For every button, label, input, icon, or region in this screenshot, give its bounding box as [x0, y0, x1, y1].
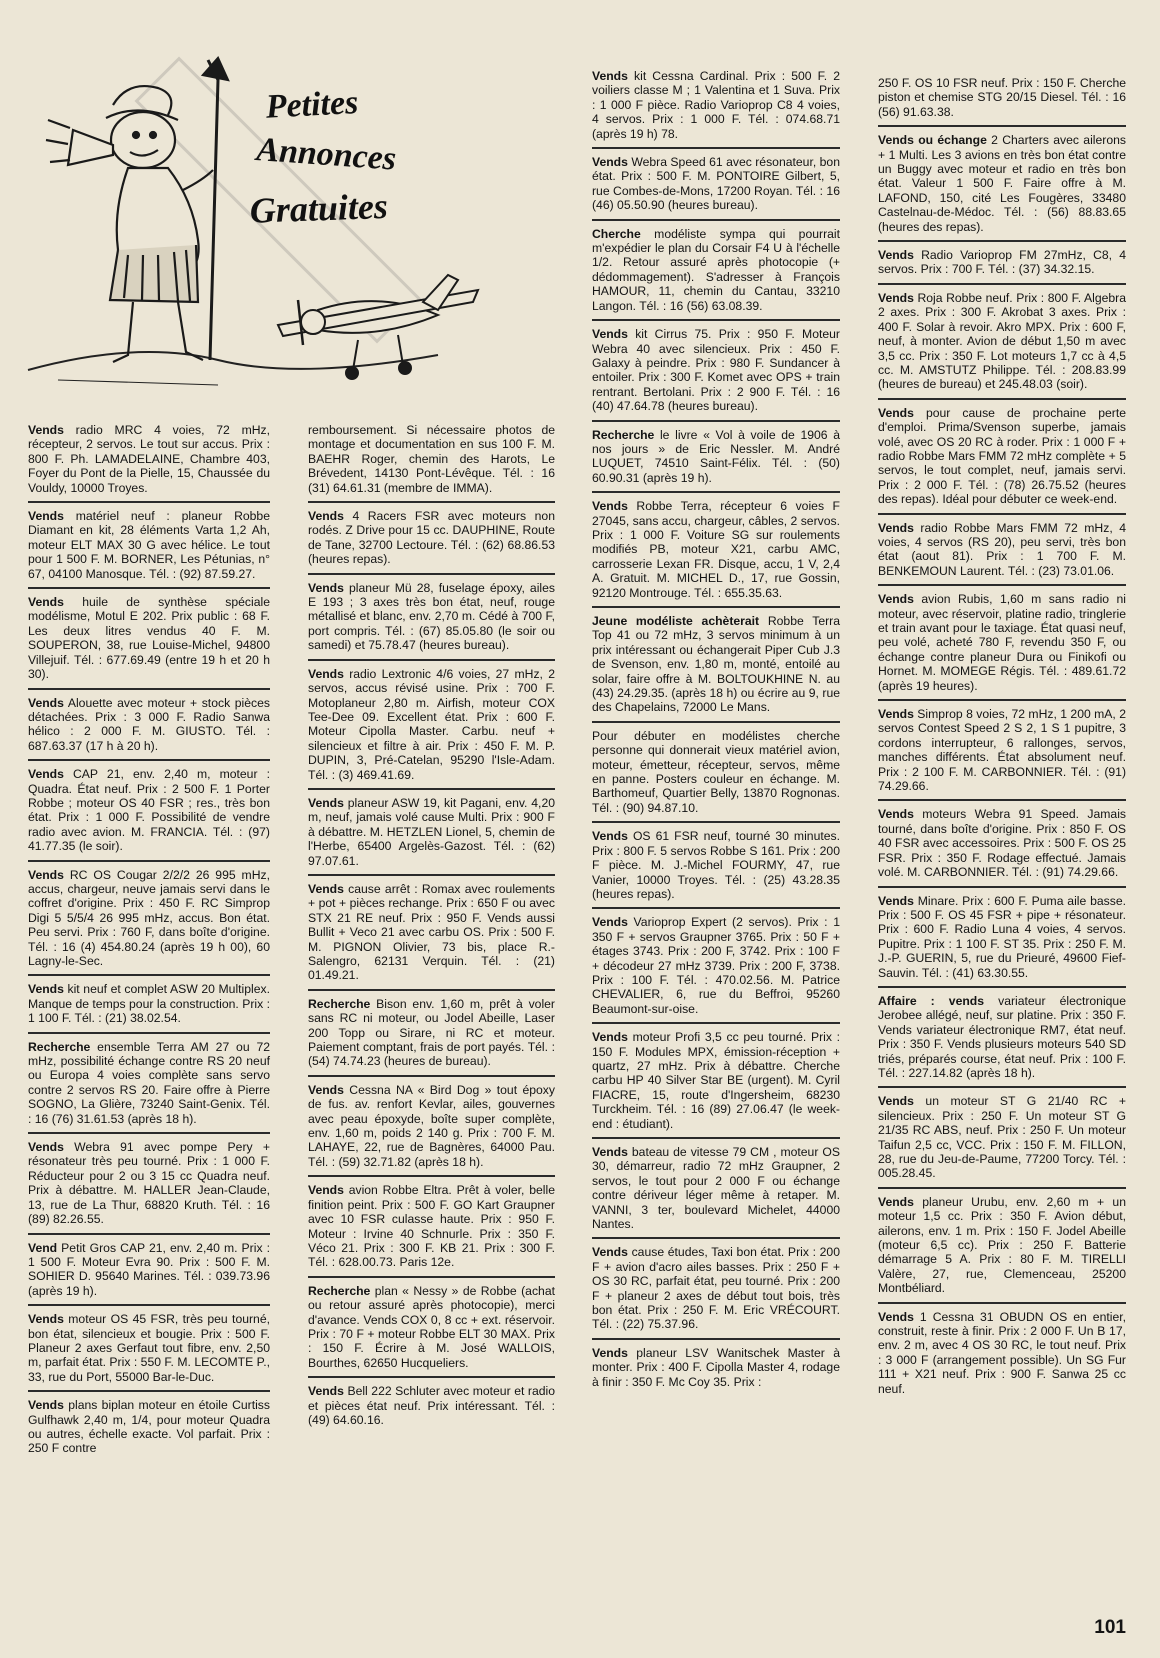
ad-entry: Vends matériel neuf : planeur Robbe Diamant en kit, 28 éléments Varta 1,2 Ah, moteur ELT MAX 30 G avec hélice. Le tout pour 1 500 F. M. BORNER, Les Pétunias, n° 67, 04100 Manosque. Tél. : (92) 87.59.27.	[28, 501, 270, 587]
ad-entry: 250 F. OS 10 FSR neuf. Prix : 150 F. Cherche piston et chemise STG 20/15 Diesel. Tél. : 16 (56) 91.63.38.	[878, 76, 1126, 119]
ad-entry: Vends OS 61 FSR neuf, tourné 30 minutes. Prix : 800 F. 5 servos Robbe S 161. Prix : 200 F pièce. M. J.-Michel FOURMY, 47, rue Vanier, 10000 Troyes. Tél. : (25) 43.28.35 (heures repas).	[592, 821, 840, 907]
ad-entry: Vends Varioprop Expert (2 servos). Prix : 1 350 F + servos Graupner 3765. Prix : 50 F + étages 3743. Prix : 200 F, 3742. Prix : 100 F + décodeur 27 mHz 3739. Prix : 200 F, 3738. Prix : 100 F. Tél. : 470.02.56. M. Patrice CHEVALIER, 6, rue du Beffroi, 95260 Beaumont-sur-oise.	[592, 907, 840, 1022]
ad-entry: Vends pour cause de prochaine perte d'emploi. Prima/Svenson superbe, jamais volé, avec OS 20 RC à roder. Prix : 1 000 F + radio Robbe Mars FMM 72 mHz complète + 5 servos, le tout complet, neuf, jamais servi. Prix : 2 000 F. Tél. : (78) 26.75.52 (heures des repas). Idéal pour débuter ce week-end.	[878, 398, 1126, 513]
ad-entry: Recherche ensemble Terra AM 27 ou 72 mHz, possibilité échange contre RS 20 neuf ou Europa 4 voies complète sans servo contre 2 servos RS 20. Faire offre à Pierre SOGNO, La Glière, 73240 Saint-Genix. Tél. : 16 (76) 31.61.53 (après 18 h).	[28, 1032, 270, 1132]
column-3	[592, 69, 840, 1395]
ad-entry: Vends Radio Varioprop FM 27mHz, C8, 4 servos. Prix : 700 F. Tél. : (37) 34.32.15.	[878, 240, 1126, 283]
ad-entry: Vends Robbe Terra, récepteur 6 voies F 27045, sans accu, chargeur, câbles, 2 servos. Prix : 1 000 F. Voiture SG sur roulements modifiés PB, moteur X21, carbu AMC, carrosserie Lexan FR. Disque, accu, 1 V, 2,4 A. Gratuit. M. MICHEL D., 17, rue Gossin, 92120 Montrouge. Tél. : 655.35.63.	[592, 491, 840, 606]
ad-entry: Vends Alouette avec moteur + stock pièces détachées. Prix : 3 000 F. Radio Sanwa hélico : 2 000 F. M. GIUSTO. Tél. : 687.63.37 (17 h à 20 h).	[28, 688, 270, 760]
ad-entry: Vends Cessna NA « Bird Dog » tout époxy de fus. av. renfort Kevlar, ailes, gouvernes avec peau époxyde, boîte super complète, env. 1,60 m, poids 2 140 g. Prix : 700 F. M. LAHAYE, 22, rue de Bagnères, 64000 Pau. Tél. : (59) 32.71.82 (après 18 h).	[308, 1075, 555, 1175]
ad-entry: Vends planeur ASW 19, kit Pagani, env. 4,20 m, neuf, jamais volé cause Multi. Prix : 900 F à débattre. M. HETZLEN Lionel, 5, chemin de l'Herbe, 65400 Argelès-Gazost. Tél. : (62) 97.07.61.	[308, 788, 555, 874]
ad-entry: Vends moteur OS 45 FSR, très peu tourné, bon état, silencieux et bougie. Prix : 500 F. Planeur 2 axes Gerfaut tout fibre, env. 2,50 m, parfait état. Prix : 550 F. M. LECOMTE P., 33, rue du Port, 55000 Bar-le-Duc.	[28, 1304, 270, 1390]
ad-entry: Vends radio MRC 4 voies, 72 mHz, récepteur, 2 servos. Le tout sur accus. Prix : 800 F. Ph. LAMADELAINE, Chambre 403, Foyer du Pont de la Pielle, 15, Chaussée du Vouldy, 10000 Troyes.	[28, 423, 270, 495]
column-4	[878, 76, 1126, 1402]
ad-entry: Vends planeur Mü 28, fuselage époxy, ailes E 193 ; 3 axes très bon état, neuf, rouge métallisé et blanc, env. 2,70 m. Cédé à 700 F, port compris. Tél. : (67) 85.05.80 (le soir ou samedi) et 75.78.47 (heures bureau).	[308, 573, 555, 659]
ad-entry: Affaire : vends variateur électronique Jerobee allégé, neuf, sur platine. Prix : 350 F. Vends variateur électronique RM7, état neuf. Prix : 350 F. Vends plusieurs moteurs 540 SD triés, préparés course, état neuf. Prix : 100 F. Tél. : 227.14.82 (après 18 h).	[878, 986, 1126, 1086]
ad-entry: Vends CAP 21, env. 2,40 m, moteur : Quadra. État neuf. Prix : 2 500 F. 1 Porter Robbe ; moteur OS 40 FSR ; res., très bon état. Prix : 1 000 F. Possibilité de vendre radio avec avion. M. FRANCIA. Tél. : (97) 41.77.35 (le soir).	[28, 759, 270, 859]
ad-entry: Vends 4 Racers FSR avec moteurs non rodés. Z Drive pour 15 cc. DAUPHINE, Route de Tane, 32700 Lectoure. Tél. : (62) 68.86.53 (heures repas).	[308, 501, 555, 573]
ad-entry: Cherche modéliste sympa qui pourrait m'expédier le plan du Corsair F4 U à l'échelle 1/2. Retour assuré après photocopie (+ dédommagement). S'adresser à François HAMOUR, 11, chemin du Cantau, 33210 Langon. Tél. : 16 (56) 63.08.39.	[592, 219, 840, 319]
ad-entry: Vends avion Robbe Eltra. Prêt à voler, belle finition peint. Prix : 500 F. GO Kart Graupner avec 10 FSR culasse haute. Prix : 950 F. Moteur : Irvine 40 Schnurle. Prix : 350 F. Véco 21. Prix : 300 F. KB 21. Prix : 300 F. Tél. : 628.00.73. Paris 12e.	[308, 1175, 555, 1275]
header-illustration	[18, 40, 488, 420]
title-line-2: Annonces	[255, 131, 398, 178]
ad-entry: Vends cause arrêt : Romax avec roulements + pot + pièces rechange. Prix : 650 F ou avec STX 21 RE neuf. Prix : 950 F. Vends aussi Bullit + Veco 21 avec carbu OS. Prix : 500 F. M. PIGNON Olivier, 73 bis, place R.-Salengro, 62131 Verquin. Tél. : (21) 01.49.21.	[308, 874, 555, 989]
ad-entry: Vends Roja Robbe neuf. Prix : 800 F. Algebra 2 axes. Prix : 300 F. Akrobat 3 axes. Prix : 400 F. Solar à revoir. Akro MPX. Prix : 600 F, neuf, à monter. Avion de début 1,50 m avec 3,5 cc. Prix : 350 F. Lot moteurs 1,7 cc à 4,5 cc. M. AMSTUTZ Philippe. Tél. : 208.83.99 (heures de bureau) et 245.48.03 (soir).	[878, 283, 1126, 398]
ad-entry: Recherche plan « Nessy » de Robbe (achat ou retour assuré après photocopie), merci d'avance. Vends COX 0, 8 cc + ext. réservoir. Prix : 70 F + moteur Robbe ELT 30 MAX. Prix : 150 F. Écrire à M. José WALLOIS, Bourthes, 62650 Hucqueliers.	[308, 1276, 555, 1376]
ad-entry: Vends plans biplan moteur en étoile Curtiss Gulfhawk 2,40 m, 1/4, pour moteur Quadra ou autres, échelle exacte. Vol parfait. Prix : 250 F contre	[28, 1390, 270, 1462]
ad-entry: Vend Petit Gros CAP 21, env. 2,40 m. Prix : 1 500 F. Moteur Evra 90. Prix : 500 F. M. SOHIER D. 95640 Marines. Tél. : 039.73.96 (après 19 h).	[28, 1233, 270, 1305]
title-line-1: Petites	[264, 83, 360, 126]
ad-entry: Recherche le livre « Vol à voile de 1906 à nos jours » de Eric Nessler. M. André LUQUET, 74510 Saint-Félix. Tél. : (50) 60.90.31 (après 19 h).	[592, 420, 840, 492]
ad-entry: Vends moteur Profi 3,5 cc peu tourné. Prix : 150 F. Modules MPX, émission-réception + quartz, 27 mHz. Prix à débattre. Cherche carbu HP 40 Silver Star BE (urgent). M. Cyril FIACRE, 15, route d'Ingersheim, 68230 Turckheim. Tél. : 16 (89) 27.06.47 (le week-end : étudiant).	[592, 1022, 840, 1137]
ad-entry: Pour débuter en modélistes cherche personne qui donnerait vieux matériel avion, moteur, émetteur, récepteur, servos, même en panne. Posters couleur en échange. M. Barthomeuf, Quartier Belly, 13870 Rognonas. Tél. : (90) 94.87.10.	[592, 721, 840, 821]
ad-entry: Vends Simprop 8 voies, 72 mHz, 1 200 mA, 2 servos Contest Speed 2 S 2, 1 S 1 pupitre, 3 cordons interrupteur, 6 rallonges, servos, manches différents. État absolument neuf. Prix : 2 100 F. M. CARBONNIER. Tél. : (91) 74.29.66.	[878, 699, 1126, 799]
ad-entry: Vends Bell 222 Schluter avec moteur et radio et pièces état neuf. Prix intéressant. Tél. : (49) 64.60.16.	[308, 1376, 555, 1433]
ad-entry: Jeune modéliste achèterait Robbe Terra Top 41 ou 72 mHz, 3 servos minimum à un prix intéressant ou échangerait Piper Cub J.3 de Svenson, env. 1,80 m, monté, entoilé au solar, faire offre à M. BOLTOUKHINE N. au (43) 24.29.35. (après 18 h) ou écrire au 9, rue des Chapelains, 72000 Le Mans.	[592, 606, 840, 721]
ad-entry: Vends 1 Cessna 31 OBUDN OS en entier, construit, reste à finir. Prix : 2 000 F. Un B 17, env. 2 m, avec 4 OS 30 RC, le tout neuf. Prix : 3 000 F (arrangement possible). Un SG Fur 111 + X21 neuf. Prix : 900 F. Sanwa 25 cc neuf.	[878, 1302, 1126, 1402]
column-2	[308, 423, 555, 1433]
ad-entry: Vends moteurs Webra 91 Speed. Jamais tourné, dans boîte d'origine. Prix : 850 F. OS 40 FSR avec accessoires. Prix : 500 F. OS 25 FSR. Prix : 350 F. Rodage effectué. Jamais volé. M. CARBONNIER. Tél. : (91) 74.29.66.	[878, 799, 1126, 885]
ad-entry: Vends planeur LSV Wanitschek Master à monter. Prix : 400 F. Cipolla Master 4, rodage à finir : 350 F. Mc Coy 35. Prix :	[592, 1338, 840, 1395]
ad-entry: Vends huile de synthèse spéciale modélisme, Motul E 202. Prix public : 68 F. Les deux litres vendus 40 F. M. SOUPERON, 38, rue Louise-Michel, 94800 Villejuif. Tél. : 677.69.49 (entre 19 h et 20 h 30).	[28, 587, 270, 687]
page-number: 101	[1094, 1617, 1126, 1638]
ad-entry: Vends radio Lextronic 4/6 voies, 27 mHz, 2 servos, accus révisé usine. Prix : 700 F. Motoplaneur 2,80 m. Airfish, moteur COX Tee-Dee 09. Excellent état. Prix : 600 F. Moteur Cipolla Master. Carbu. neuf + silencieux et filtre à air. Prix : 450 F. M. P. DUPIN, 3, Pré-Catelan, 95290 l'Isle-Adam. Tél. : (3) 469.41.69.	[308, 659, 555, 788]
ad-entry: Vends kit Cirrus 75. Prix : 950 F. Moteur Webra 40 avec silencieux. Prix : 450 F. Galaxy à peindre. Prix : 980 F. Sundancer à entoiler. Prix : 300 F. Komet avec OPS + train rentrant. Bertolani. Prix : 2 900 F. Tél. : 16 (40) 47.64.78 (heures bureau).	[592, 319, 840, 419]
ad-entry: Vends planeur Urubu, env. 2,60 m + un moteur 1,5 cc. Prix : 350 F. Avion début, ailerons, env. 1 m. Prix : 150 F. Jodel Abeille (moteur 6,5 cc). Prix : 250 F. Batterie démarrage 5 A. Prix : 80 F. M. TIRELLI Valère, 27, rue, Clemenceau, 25200 Montbéliard.	[878, 1187, 1126, 1302]
ad-entry: Recherche Bison env. 1,60 m, prêt à voler sans RC ni moteur, ou Jodel Abeille, Laser 200 Topp ou Sirare, ni RC et moteur. Paiement comptant, frais de port payés. Tél. : (54) 74.74.23 (heures de bureau).	[308, 989, 555, 1075]
ad-entry: Vends avion Rubis, 1,60 m sans radio ni moteur, avec réservoir, platine radio, tringlerie et train avant pour le taxiage. État quasi neuf, peu volé, acheté 780 F, revendu 350 F, ou échange contre planeur Dura ou Finikofi ou Hornet. M. MOMEGE Régis. Tél. : 489.61.72 (après 19 heures).	[878, 584, 1126, 699]
ad-entry: remboursement. Si nécessaire photos de montage et documentation en sus 100 F. M. BAEHR Roger, chemin des Harots, Le Brévedent, 14130 Pont-Lévêque. Tél. : 16 (31) 64.61.31 (membre de IMMA).	[308, 423, 555, 495]
title-line-3: Gratuites	[249, 185, 389, 231]
ad-entry: Vends cause études, Taxi bon état. Prix : 200 F + avion d'acro ailes basses. Prix : 250 F + OS 30 RC, parfait état, peu tourné. Prix : 200 F + planeur 2 axes de début tout bois, très bon état. Prix : 250 F. M. Eric VRÉCOURT. Tél. : (22) 75.37.96.	[592, 1237, 840, 1337]
ad-entry: Vends bateau de vitesse 79 CM , moteur OS 30, démarreur, radio 72 mHz Graupner, 2 servos, le tout pour 2 000 F ou échange contre dériveur léger même à retaper. M. VANNI, 3 ter, boulevard Michelet, 44000 Nantes.	[592, 1137, 840, 1237]
ad-entry: Vends un moteur ST G 21/40 RC + silencieux. Prix : 250 F. Un moteur ST G 21/35 RC ABS, neuf. Prix : 250 F. Un moteur Taifun 2,5 cc, VCC. Prix : 150 F. M. FILLON, 28, rue du Jeu-de-Paume, 77200 Torcy. Tél. : 005.28.45.	[878, 1086, 1126, 1186]
ad-entry: Vends RC OS Cougar 2/2/2 26 995 mHz, accus, chargeur, neuve jamais servi dans le coffret d'origine. Prix : 450 F. RC Simprop Digi 5 5/5/4 26 995 mHz, accus. Bon état. Peu servi. Prix : 760 F, dans boîte d'origine. Tél. : 16 (4) 454.80.24 (après 19 h 00), 60 Lagny-le-Sec.	[28, 860, 270, 975]
ad-entry: Vends kit Cessna Cardinal. Prix : 500 F. 2 voiliers classe M ; 1 Valentina et 1 Suva. Prix : 1 000 F pièce. Radio Varioprop C8 4 voies, 4 servos. Prix : 1 000 F. Tél. : 074.68.71 (après 19 h) 78.	[592, 69, 840, 141]
ad-entry: Vends Webra Speed 61 avec résonateur, bon état. Prix : 500 F. M. PONTOIRE Gilbert, 5, rue Combes-de-Mons, 17200 Royan. Tél. : 16 (46) 05.50.90 (heures bureau).	[592, 147, 840, 219]
title-lettering	[249, 84, 397, 231]
column-1	[28, 423, 270, 1462]
ad-entry: Vends ou échange 2 Charters avec ailerons + 1 Multi. Les 3 avions en très bon état contre un Buggy avec moteur et radio en très bon état. Valeur 1 500 F. Faire offre à M. LAFOND, 150, cité Les Fougères, 33480 Castelnau-de-Médoc. Tél. : (56) 88.83.65 (heures des repas).	[878, 125, 1126, 240]
ad-entry: Vends kit neuf et complet ASW 20 Multiplex. Manque de temps pour la construction. Prix : 1 100 F. Tél. : (21) 38.02.54.	[28, 974, 270, 1031]
ad-entry: Vends radio Robbe Mars FMM 72 mHz, 4 voies, 4 servos (RS 20), peu servi, très bon état (aout 81). Prix : 1 700 F. M. BENKEMOUN Laurent. Tél. : (23) 73.01.06.	[878, 513, 1126, 585]
ad-entry: Vends Minare. Prix : 600 F. Puma aile basse. Prix : 500 F. OS 45 FSR + pipe + résonateur. Prix : 600 F. Radio Luna 4 voies, 4 servos. Pupitre. Prix : 1 100 F. ST 35. Prix : 250 F. M. J.-P. GUERIN, 5, rue du Prieuré, 49600 Fief-Sauvin. Tél. : (41) 63.30.55.	[878, 886, 1126, 986]
ad-entry: Vends Webra 91 avec pompe Pery + résonateur très peu tourné. Prix : 1 000 F. Réducteur pour 2 ou 3 15 cc Quadra neuf. Prix à débattre. M. HALLER Jean-Claude, 13, rue de La Thur, 68820 Kruth. Tél. : 16 (89) 82.26.55.	[28, 1132, 270, 1232]
cartoon-modeller-drawing	[18, 40, 488, 420]
